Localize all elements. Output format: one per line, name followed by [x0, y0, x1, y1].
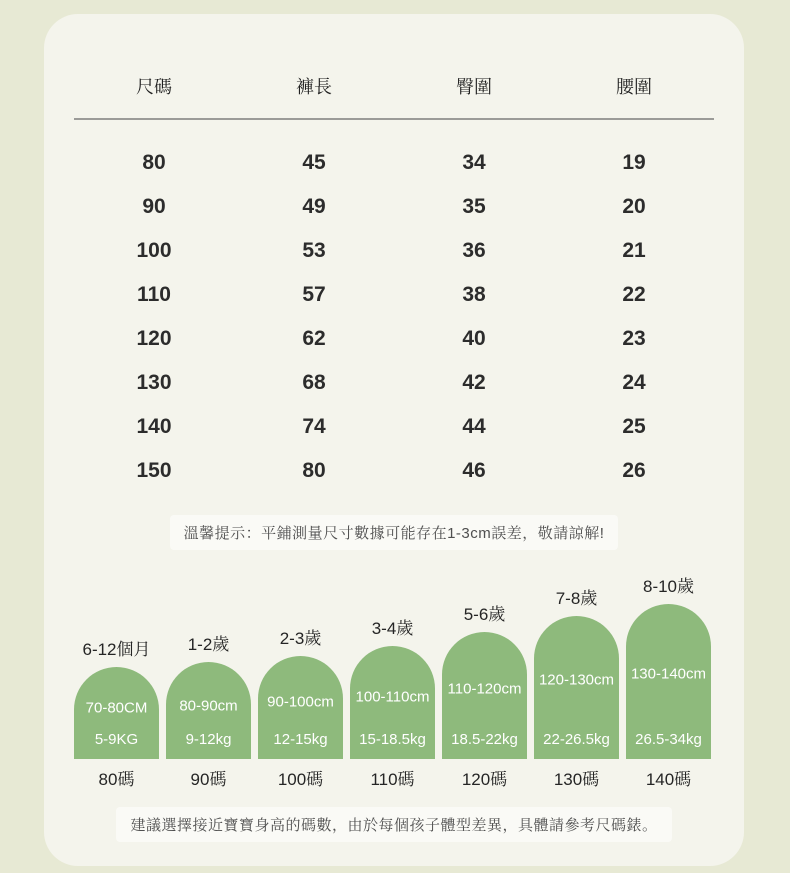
- table-cell: 110: [137, 283, 171, 306]
- table-cell: 68: [302, 371, 326, 394]
- height-range-label: 90-100cm: [267, 693, 334, 711]
- height-range-label: 110-120cm: [447, 680, 522, 698]
- table-cell: 36: [462, 239, 486, 262]
- table-cell: 42: [462, 371, 486, 394]
- age-range-label: 8-10歲: [642, 577, 695, 596]
- table-cell: 80: [142, 151, 166, 174]
- table-cell: 40: [462, 327, 486, 350]
- size-code-label: 100碼: [277, 770, 324, 789]
- weight-range-label: 26.5-34kg: [635, 731, 702, 748]
- size-code-labels-row: [74, 765, 714, 791]
- table-cell: 24: [622, 371, 646, 394]
- table-cell: 49: [302, 195, 326, 218]
- table-cell: 80: [302, 459, 326, 482]
- table-cell: 20: [622, 195, 646, 218]
- weight-range-label: 9-12kg: [185, 731, 232, 748]
- table-cell: 34: [462, 151, 486, 174]
- weight-range-label: 22-26.5kg: [543, 731, 610, 748]
- size-code-label: 140碼: [645, 770, 692, 789]
- table-row: [74, 141, 714, 185]
- table-cell: 120: [136, 327, 172, 350]
- weight-range-label: 5-9KG: [94, 731, 139, 748]
- age-range-label: 1-2歲: [187, 635, 230, 654]
- table-row: [74, 185, 714, 229]
- table-cell: 25: [622, 415, 646, 438]
- age-size-arch: [442, 605, 527, 759]
- table-cell: 23: [622, 327, 646, 350]
- age-size-arch: [166, 635, 251, 759]
- table-cell: 100: [136, 239, 172, 262]
- size-advice-footnote: 建議選擇接近寶寶身高的碼數，由於每個孩子體型差異，具體請參考尺碼錶。: [116, 807, 671, 842]
- size-code-label: 110碼: [370, 770, 415, 789]
- table-row: [74, 449, 714, 493]
- weight-range-label: 15-18.5kg: [359, 731, 426, 748]
- table-row: [74, 405, 714, 449]
- size-table-header: [74, 72, 714, 119]
- age-size-arch: [534, 589, 619, 759]
- table-cell: 140: [136, 415, 172, 438]
- age-size-arch: [626, 577, 711, 759]
- size-chart-panel: [44, 14, 744, 866]
- table-cell: 53: [302, 239, 326, 262]
- age-size-arch: [74, 640, 159, 759]
- table-cell: 150: [136, 459, 172, 482]
- table-cell: 21: [622, 239, 646, 262]
- column-header: 臀圍: [394, 72, 554, 119]
- table-cell: 46: [462, 459, 486, 482]
- table-cell: 38: [462, 283, 486, 306]
- table-cell: 22: [622, 283, 646, 306]
- table-cell: 45: [302, 151, 326, 174]
- column-header: 尺碼: [74, 72, 234, 119]
- table-row: [74, 273, 714, 317]
- measurement-tip: 溫馨提示：平鋪測量尺寸數據可能存在1-3cm誤差，敬請諒解!: [170, 515, 619, 550]
- table-cell: 74: [302, 415, 326, 438]
- table-cell: 90: [142, 195, 166, 218]
- size-code-label: 120碼: [461, 770, 508, 789]
- column-header: 腰圍: [554, 72, 714, 119]
- size-code-label: 130碼: [553, 770, 600, 789]
- age-range-label: 6-12個月: [82, 640, 151, 659]
- size-table-body: [74, 119, 714, 493]
- age-range-label: 7-8歲: [555, 589, 598, 608]
- age-range-label: 3-4歲: [371, 619, 414, 638]
- table-cell: 26: [622, 459, 646, 482]
- age-range-label: 2-3歲: [279, 629, 322, 648]
- height-range-label: 100-110cm: [355, 688, 430, 706]
- table-row: [74, 317, 714, 361]
- age-size-arch-chart: [74, 564, 714, 759]
- height-range-label: 70-80CM: [85, 699, 148, 717]
- footnote-row: [44, 807, 744, 842]
- table-row: [74, 361, 714, 405]
- height-range-label: 130-140cm: [630, 665, 707, 683]
- column-header: 褲長: [234, 72, 394, 119]
- weight-range-label: 12-15kg: [273, 731, 328, 748]
- age-size-arch: [258, 629, 343, 759]
- size-code-label: 80碼: [98, 770, 135, 789]
- tip-row: [44, 515, 744, 550]
- table-cell: 35: [462, 195, 486, 218]
- size-code-label: 90碼: [190, 770, 227, 789]
- table-cell: 44: [462, 415, 486, 438]
- table-cell: 19: [622, 151, 646, 174]
- table-cell: 130: [136, 371, 172, 394]
- height-range-label: 80-90cm: [179, 697, 238, 715]
- age-range-label: 5-6歲: [463, 605, 506, 624]
- age-size-arch: [350, 619, 435, 759]
- table-row: [74, 229, 714, 273]
- height-range-label: 120-130cm: [538, 671, 615, 689]
- size-table-header-row: [74, 72, 714, 119]
- weight-range-label: 18.5-22kg: [451, 731, 518, 748]
- table-cell: 62: [302, 327, 326, 350]
- table-cell: 57: [302, 283, 326, 306]
- size-table: [74, 72, 714, 493]
